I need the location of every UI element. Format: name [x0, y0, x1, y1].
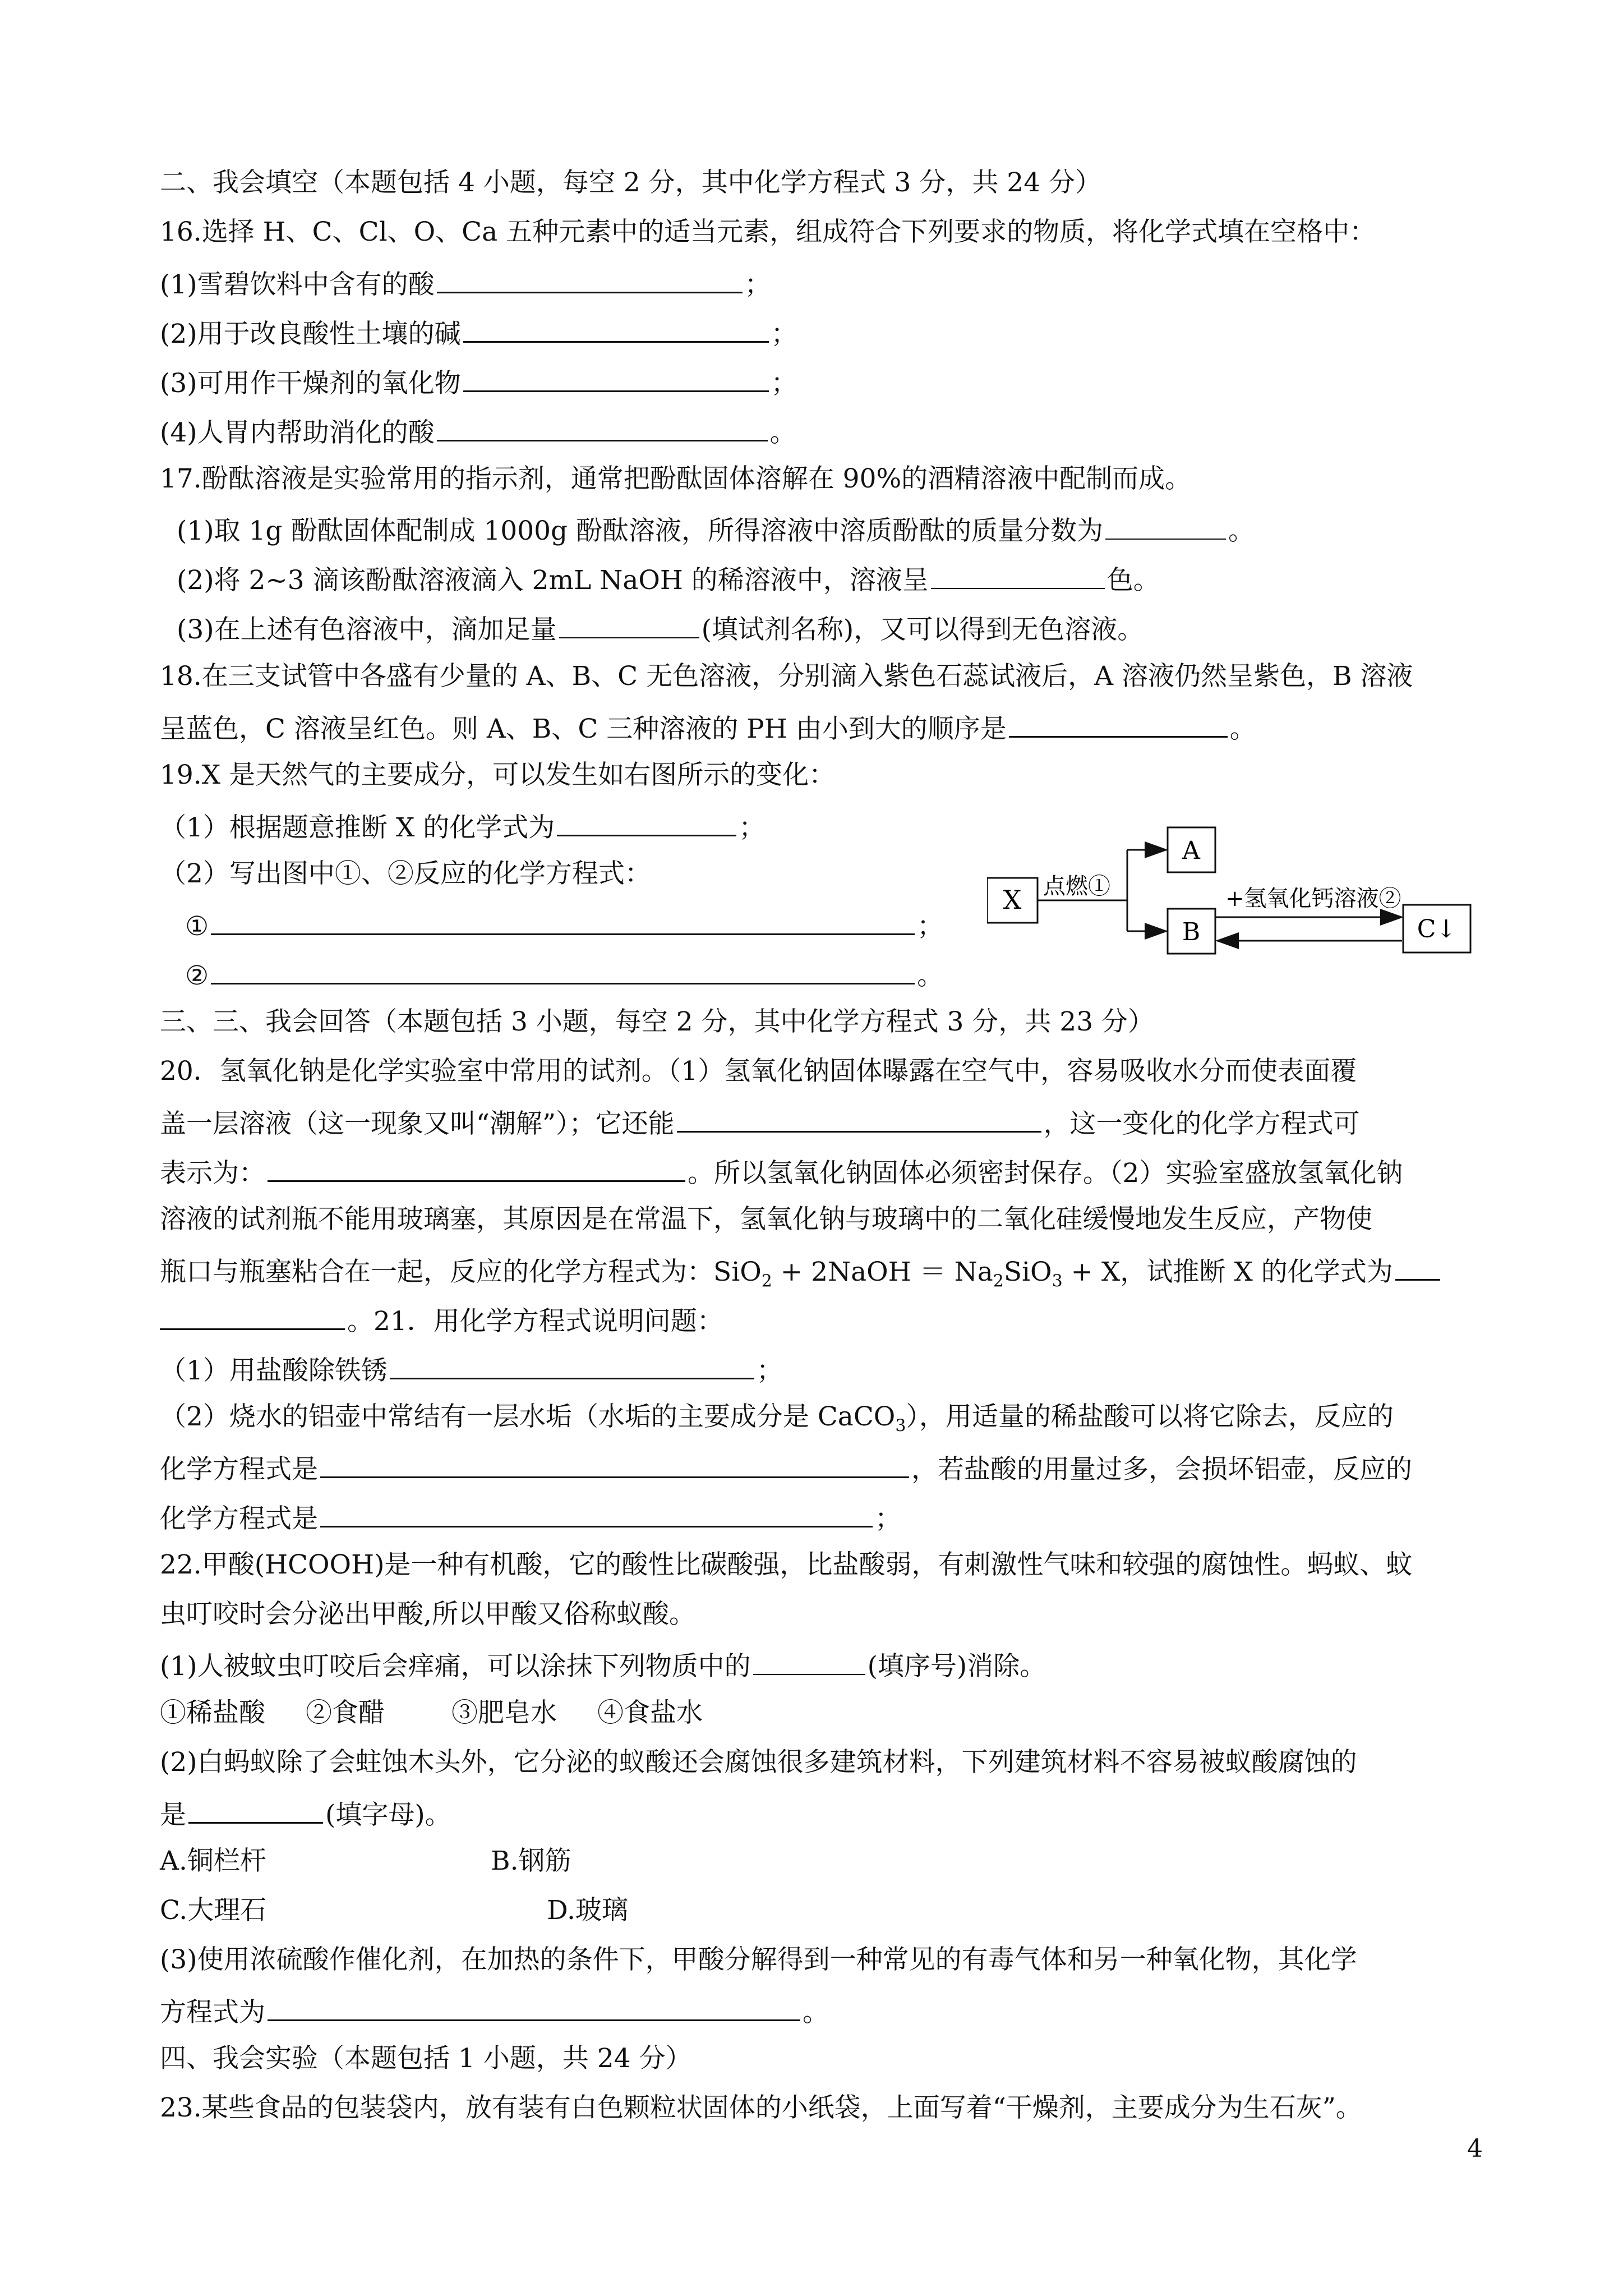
answer-blank[interactable] — [390, 1351, 754, 1379]
answer-blank[interactable] — [463, 364, 769, 392]
reaction-1-label: 点燃① — [1043, 873, 1110, 899]
answer-blank[interactable] — [1395, 1252, 1440, 1281]
option-4: ④食盐水 — [597, 1697, 703, 1728]
q20-line-4: 溶液的试剂瓶不能用玻璃塞，其原因是在常温下，氢氧化钠与玻璃中的二氧化硅缓慢地发生反应，产物使 — [160, 1204, 1372, 1235]
q21-item-2: （2）烧水的铝壶中常结有一层水垢（水垢的主要成分是 CaCO$_3$），用适量的稀盐酸可以将它除去，反应的 — [160, 1401, 1394, 1436]
q19-item-1: （1）根据题意推断 X 的化学式为 ； — [160, 808, 765, 845]
answer-blank[interactable] — [437, 265, 743, 293]
answer-blank[interactable] — [437, 413, 768, 441]
reaction-2-label: +氢氧化钙溶液② — [1225, 886, 1401, 912]
q16-item-1: (1)雪碧饮料中含有的酸 ； — [160, 265, 771, 302]
q16-item-4: (4)人胃内帮助消化的酸 。 — [160, 413, 796, 450]
option-2: ②食醋 — [306, 1697, 385, 1728]
choice-c: C.大理石 — [160, 1895, 267, 1926]
answer-blank[interactable] — [557, 808, 736, 836]
answer-blank[interactable] — [753, 1647, 865, 1675]
q22-item-3-line-1: (3)使用浓硫酸作催化剂，在加热的条件下，甲酸分解得到一种常见的有毒气体和另一种氧化物，其化学 — [160, 1944, 1357, 1975]
q22-choices-cd — [160, 1894, 628, 1927]
answer-blank[interactable] — [211, 907, 915, 935]
section-4-heading: 四、我会实验（本题包括 1 小题，共 24 分） — [160, 2043, 692, 2074]
q20-line-5: 瓶口与瓶塞粘合在一起，反应的化学方程式为：SiO$_2$ + 2NaOH ＝ $Na_2SiO_3 + X$，试推断 X 的化学式为 — [160, 1252, 1442, 1298]
answer-blank[interactable] — [211, 956, 915, 984]
answer-blank[interactable] — [160, 1301, 345, 1330]
option-3: ③肥皂水 — [451, 1697, 557, 1728]
q22-item-3-line-2: 方程式为 。 — [160, 1993, 829, 2030]
q20-line-2: 盖一层溶液（这一现象又叫“潮解”）；它还能 ，这一变化的化学方程式可 — [160, 1104, 1360, 1141]
q17-item-3: (3)在上述有色溶液中，滴加足量 (填试剂名称)，又可以得到无色溶液。 — [177, 610, 1144, 647]
q17-item-1: (1)取 1g 酚酞固体配制成 1000g 酚酞溶液，所得溶液中溶质酚酞的质量分数为 。 — [177, 512, 1255, 548]
q22-item-2-line-1: (2)白蚂蚁除了会蛀蚀木头外，它分泌的蚁酸还会腐蚀很多建筑材料，下列建筑材料不容易被蚁酸腐蚀的 — [160, 1747, 1357, 1778]
q22-options — [160, 1696, 703, 1730]
q19-item-2: （2）写出图中①、②反应的化学方程式： — [160, 858, 651, 889]
answer-blank[interactable] — [931, 561, 1105, 589]
q17-stem: 17.酚酞溶液是实验常用的指示剂，通常把酚酞固体溶解在 90%的酒精溶液中配制而成。 — [160, 463, 1192, 494]
q22-item-2-line-2: 是 (填字母)。 — [160, 1795, 451, 1832]
q20-line-1: 20．氢氧化钠是化学实验室中常用的试剂。（1）氢氧化钠固体曝露在空气中，容易吸收水分而使表面覆 — [160, 1056, 1357, 1087]
answer-blank[interactable] — [677, 1104, 1041, 1133]
q21-item-1: （1）用盐酸除铁锈 ； — [160, 1351, 783, 1388]
q16-item-3: (3)可用作干燥剂的氧化物 ； — [160, 364, 797, 401]
page-number: 4 — [1467, 2134, 1483, 2163]
box-a-label: A — [1182, 836, 1200, 865]
section-2-heading: 二、我会填空（本题包括 4 小题，每空 2 分，其中化学方程式 3 分，共 24 分） — [160, 167, 1102, 198]
q23-stem: 23.某些食品的包装袋内，放有装有白色颗粒状固体的小纸袋，上面写着“干燥剂，主要成分为生石灰”。 — [160, 2092, 1362, 2123]
answer-blank[interactable] — [268, 1993, 800, 2021]
q22-line-2: 虫叮咬时会分泌出甲酸,所以甲酸又俗称蚁酸。 — [160, 1599, 695, 1630]
q18-line-1: 18.在三支试管中各盛有少量的 A、B、C 无色溶液，分别滴入紫色石蕊试液后，A 溶液仍然呈紫色，B 溶液 — [160, 661, 1413, 692]
q16-stem: 16.选择 H、C、Cl、O、Ca 五种元素中的适当元素，组成符合下列要求的物质，将化学式填在空格中： — [160, 217, 1376, 247]
q22-line-1: 22.甲酸(HCOOH)是一种有机酸，它的酸性比碳酸强，比盐酸弱，有刺激性气味和较强的腐蚀性。蚂蚁、蚊 — [160, 1549, 1413, 1580]
q19-equation-1: ① ； — [185, 907, 943, 944]
q22-item-1: (1)人被蚊虫叮咬后会痒痛，可以涂抹下列物质中的 (填序号)消除。 — [160, 1647, 1046, 1683]
box-x-label: X — [1003, 885, 1022, 915]
reaction-diagram — [987, 816, 1492, 962]
option-1: ①稀盐酸 — [160, 1697, 265, 1728]
q20-line-3: 表示为： 。所以氢氧化钠固体必须密封保存。（2）实验室盛放氢氧化钠 — [160, 1153, 1403, 1190]
answer-blank[interactable] — [268, 1153, 685, 1182]
answer-blank[interactable] — [1105, 512, 1226, 540]
answer-blank[interactable] — [559, 610, 699, 638]
q19-stem: 19.X 是天然气的主要成分，可以发生如右图所示的变化： — [160, 760, 836, 790]
q21-line-4: 化学方程式是 ； — [160, 1499, 901, 1536]
q19-equation-2: ② 。 — [185, 956, 943, 993]
choice-d: D.玻璃 — [547, 1895, 628, 1926]
answer-blank[interactable] — [188, 1795, 323, 1824]
q22-choices-ab — [160, 1844, 571, 1878]
q16-item-2: (2)用于改良酸性土壤的碱 ； — [160, 314, 797, 351]
q18-line-2: 呈蓝色，C 溶液呈红色。则 A、B、C 三种溶液的 PH 由小到大的顺序是 。 — [160, 709, 1256, 746]
answer-blank[interactable] — [463, 314, 769, 343]
q21-line-3: 化学方程式是 ，若盐酸的用量过多，会损坏铝壶，反应的 — [160, 1450, 1412, 1487]
answer-blank[interactable] — [320, 1450, 909, 1478]
q20-line-6: 。21．用化学方程式说明问题： — [160, 1301, 723, 1338]
answer-blank[interactable] — [1009, 709, 1228, 738]
choice-b: B.钢筋 — [491, 1846, 571, 1876]
box-b-label: B — [1182, 918, 1201, 946]
section-3-heading: 三、三、我会回答（本题包括 3 小题，每空 2 分，其中化学方程式 3 分，共 23 分） — [160, 1006, 1155, 1037]
q17-item-2: (2)将 2~3 滴该酚酞溶液滴入 2mL NaOH 的稀溶液中，溶液呈 色。 — [177, 561, 1160, 597]
choice-a: A.铜栏杆 — [160, 1846, 266, 1876]
box-c-label: C↓ — [1417, 915, 1457, 944]
answer-blank[interactable] — [320, 1499, 873, 1527]
